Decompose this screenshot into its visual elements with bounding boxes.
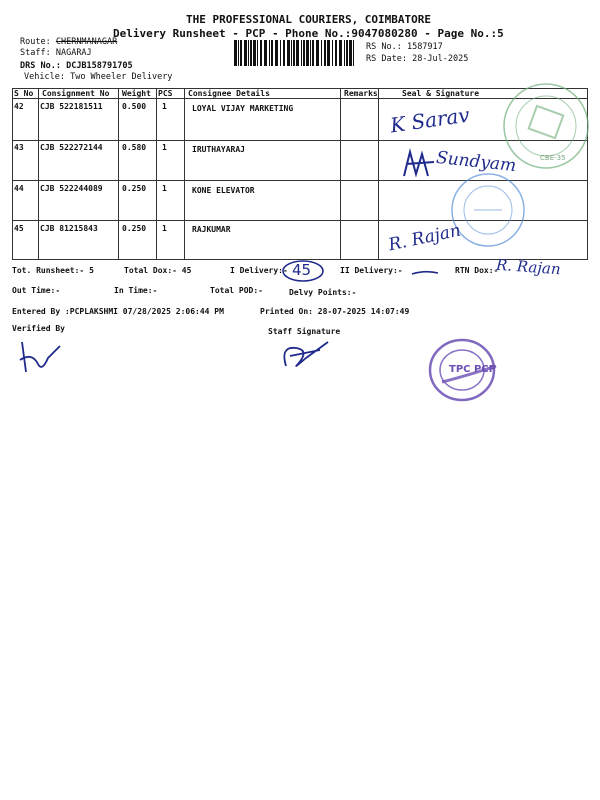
cell-pcs: 1 xyxy=(162,143,167,152)
cell-pcs: 1 xyxy=(162,224,167,233)
col-header-consignee: Consignee Details xyxy=(188,89,270,98)
printed-on: Printed On: 28-07-2025 14:07:49 xyxy=(260,307,410,316)
i-delivery-handwritten: 45 xyxy=(292,261,312,279)
cell-pcs: 1 xyxy=(162,184,167,193)
table-col-line xyxy=(340,88,341,260)
delvy-points: Delvy Points:- xyxy=(289,288,357,297)
signature-row4: R. Rajan xyxy=(386,220,463,256)
col-header-weight: Weight xyxy=(122,89,151,98)
table-col-line xyxy=(184,88,185,260)
cell-weight: 0.580 xyxy=(122,143,147,152)
cell-sno: 44 xyxy=(14,184,24,193)
tpc-stamp-text: TPC PCP xyxy=(449,364,496,375)
staff-signature-mark xyxy=(276,336,336,376)
cell-consignee: IRUTHAYARAJ xyxy=(192,145,245,154)
cell-weight: 0.250 xyxy=(122,224,147,233)
staff-signature-label: Staff Signature xyxy=(268,327,341,336)
staff-label: Staff: xyxy=(20,48,51,58)
signature-row2-mark xyxy=(400,146,440,186)
i-delivery: I Delivery:- xyxy=(230,266,288,275)
cell-sno: 42 xyxy=(14,102,24,111)
drs-line xyxy=(20,61,133,71)
cell-pcs: 1 xyxy=(162,102,167,111)
route-line xyxy=(20,37,117,47)
runsheet-title: Delivery Runsheet - PCP - Phone No.:9047080280 - Page No.:5 xyxy=(113,27,504,40)
rs-no-value: 1587917 xyxy=(406,42,443,52)
rs-no-line xyxy=(366,42,443,52)
table-col-line xyxy=(156,88,157,260)
col-header-consignment: Consignment No xyxy=(42,89,110,98)
rs-date-value: 28-Jul-2025 xyxy=(412,54,469,64)
table-col-line xyxy=(118,88,119,260)
vehicle-value: Two Wheeler Delivery xyxy=(70,72,173,82)
cell-consignment: CJB 81215843 xyxy=(40,224,98,233)
staff-line xyxy=(20,48,92,58)
col-header-seal: Seal & Signature xyxy=(402,89,480,98)
ii-delivery: II Delivery:- xyxy=(340,266,403,275)
table-col-line xyxy=(38,88,39,260)
cell-consignee: KONE ELEVATOR xyxy=(192,186,255,195)
vehicle-label: Vehicle: xyxy=(24,72,65,82)
stamp-code: CBE-35 xyxy=(540,154,566,162)
drs-label: DRS No.: xyxy=(20,61,61,71)
cell-consignment: CJB 522272144 xyxy=(40,143,103,152)
total-pod: Total POD:- xyxy=(210,286,263,295)
dash-mark xyxy=(410,268,440,278)
cell-sno: 43 xyxy=(14,143,24,152)
cell-consignment: CJB 522181511 xyxy=(40,102,103,111)
cell-consignee: RAJKUMAR xyxy=(192,225,231,234)
cell-consignee: LOYAL VIJAY MARKETING xyxy=(192,104,294,113)
vehicle-line xyxy=(24,72,172,82)
verified-by-label: Verified By xyxy=(12,324,65,333)
barcode xyxy=(234,40,358,66)
cell-sno: 45 xyxy=(14,224,24,233)
route-label: Route: xyxy=(20,37,51,47)
col-header-remarks: Remarks xyxy=(344,89,378,98)
col-header-sno: S No xyxy=(14,89,34,98)
company-title: THE PROFESSIONAL COURIERS, COIMBATORE xyxy=(186,13,432,26)
cell-weight: 0.250 xyxy=(122,184,147,193)
cell-consignment: CJB 522244089 xyxy=(40,184,103,193)
tpc-stamp xyxy=(426,336,502,406)
rs-no-label: RS No.: xyxy=(366,42,402,52)
rs-date-label: RS Date: xyxy=(366,54,407,64)
drs-value: DCJB158791705 xyxy=(66,61,133,71)
col-header-pcs: PCS xyxy=(158,89,173,98)
in-time: In Time:- xyxy=(114,286,158,295)
cell-weight: 0.500 xyxy=(122,102,147,111)
rs-date-line xyxy=(366,54,468,64)
out-time: Out Time:- xyxy=(12,286,61,295)
rtn-dox: RTN Dox:- xyxy=(455,266,499,275)
table-col-line xyxy=(12,88,13,260)
table-col-line xyxy=(378,88,379,260)
tot-runsheet: Tot. Runsheet:- 5 xyxy=(12,266,94,275)
total-dox: Total Dox:- 45 xyxy=(124,266,192,275)
signature-row1: K Sarav xyxy=(388,102,472,138)
verified-signature xyxy=(16,338,66,378)
staff-value: NAGARAJ xyxy=(55,48,92,58)
route-value: CHERNMANAGAR xyxy=(55,37,118,47)
signature-rtn: R. Rajan xyxy=(495,255,562,279)
entered-by: Entered By :PCPLAKSHMI 07/28/2025 2:06:44 PM xyxy=(12,307,224,316)
signature-row2: Sundyam xyxy=(435,147,518,177)
